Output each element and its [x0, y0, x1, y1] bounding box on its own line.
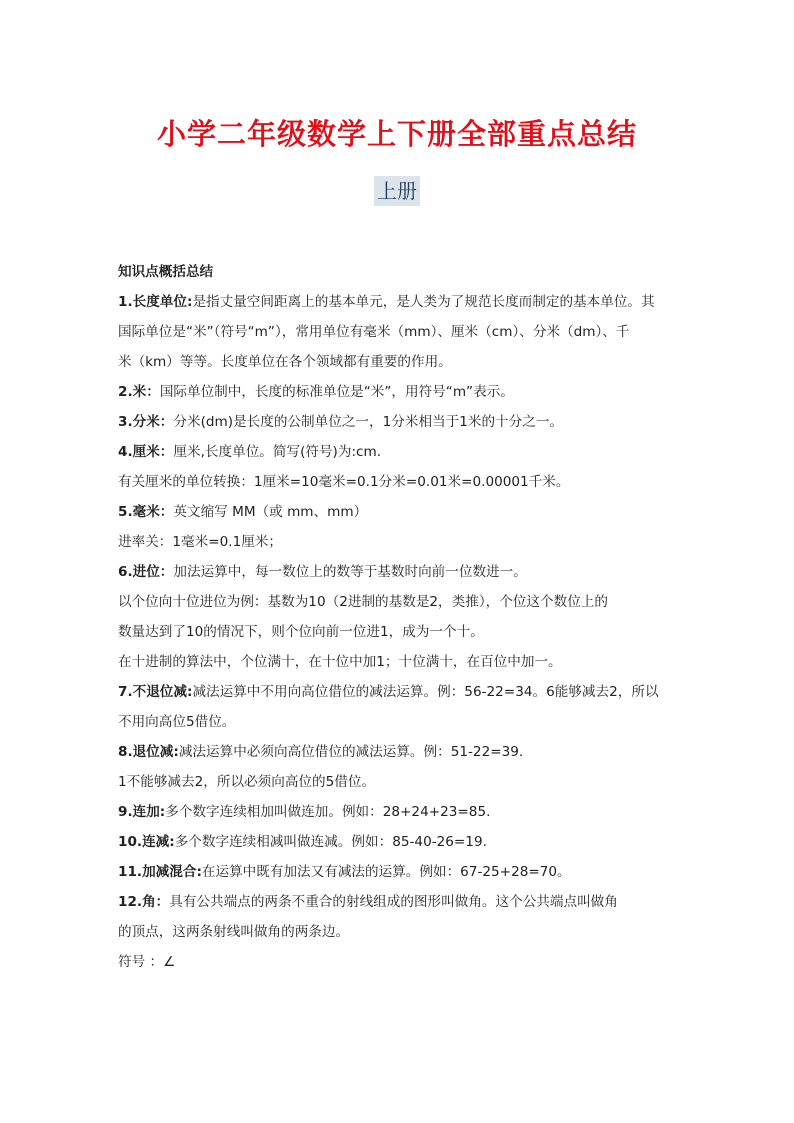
item-4 [118, 437, 688, 467]
item-12-line-2: 的顶点，这两条射线叫做角的两条边。 [118, 924, 350, 940]
term-label: 10.连减: [118, 834, 175, 850]
item-1 [118, 287, 688, 317]
item-11 [118, 857, 688, 887]
item-6-line-4: 在十进制的算法中，个位满十，在十位中加1；十位满十，在百位中加一。 [118, 654, 562, 670]
item-6 [118, 557, 688, 587]
term-label: 9.连加: [118, 804, 166, 820]
definition-text: 减法运算中必须向高位借位的减法运算。例：51-22=39. [178, 744, 524, 760]
item-7-line-2: 不用向高位5借位。 [118, 714, 236, 730]
angle-symbol: ∠ [163, 954, 176, 970]
symbol-line [118, 947, 688, 977]
term-label: 7.不退位减: [118, 684, 193, 700]
item-3 [118, 407, 688, 437]
item-7 [118, 677, 688, 707]
definition-text: 英文缩写 MM（或 mm、mm） [173, 504, 368, 520]
term-label: 4.厘米： [118, 444, 174, 460]
item-2 [118, 377, 688, 407]
definition-text: 在运算中既有加法又有减法的运算。例如：67-25+28=70。 [201, 864, 571, 880]
term-label: 8.退位减: [118, 744, 179, 760]
subtitle-wrap [0, 176, 794, 206]
item-12 [118, 887, 688, 917]
symbol-label: 符号 ： [118, 954, 164, 970]
term-label: 11.加减混合: [118, 864, 202, 880]
item-8-line-2: 1不能够减去2，所以必须向高位的5借位。 [118, 774, 376, 790]
term-label: 5.毫米： [118, 504, 174, 520]
definition-text: 减法运算中不用向高位借位的减法运算。例：56-22=34。6能够减去2，所以 [192, 684, 659, 700]
item-4-line-2: 有关厘米的单位转换：1厘米=10毫米=0.1分米=0.01米=0.00001千米。 [118, 474, 570, 490]
item-8 [118, 737, 688, 767]
section-subtitle: 上册 [374, 176, 420, 206]
definition-text: 加法运算中，每一数位上的数等于基数时向前一位数进一。 [173, 564, 527, 580]
item-10 [118, 827, 688, 857]
definition-text: 多个数字连续相加叫做连加。例如：28+24+23=85. [165, 804, 491, 820]
item-1-line-3: 米（km）等等。长度单位在各个领域都有重要的作用。 [118, 354, 452, 370]
item-9 [118, 797, 688, 827]
item-5 [118, 497, 688, 527]
document-body [118, 257, 688, 977]
definition-text: 分米(dm)是长度的公制单位之一，1分米相当于1米的十分之一。 [173, 414, 564, 430]
definition-text: 多个数字连续相减叫做连减。例如：85-40-26=19. [174, 834, 487, 850]
item-6-line-2: 以个位向十位进位为例：基数为10（2进制的基数是2，类推），个位这个数位上的 [118, 594, 608, 610]
definition-text: 具有公共端点的两条不重合的射线组成的图形叫做角。这个公共端点叫做角 [169, 894, 618, 910]
item-1-line-2: 国际单位是“米”（符号“m”），常用单位有毫米（mm）、厘米（cm）、分米（dm）、千 [118, 324, 630, 340]
page-title: 小学二年级数学上下册全部重点总结 [156, 117, 637, 151]
definition-text: 是指丈量空间距离上的基本单元，是人类为了规范长度而制定的基本单位。其 [192, 294, 655, 310]
term-label: 1.长度单位: [118, 294, 193, 310]
term-label: 6.进位： [118, 564, 174, 580]
section-heading: 知识点概括总结 [118, 264, 214, 280]
definition-text: 厘米,长度单位。简写(符号)为:cm. [173, 444, 382, 460]
term-label: 3.分米： [118, 414, 174, 430]
definition-text: 国际单位制中，长度的标准单位是“米”，用符号“m”表示。 [159, 384, 514, 400]
item-5-line-2: 进率关：1毫米=0.1厘米； [118, 534, 283, 550]
term-label: 2.米： [118, 384, 160, 400]
item-6-line-3: 数量达到了10的情况下，则个位向前一位进1，成为一个十。 [118, 624, 484, 640]
term-label: 12.角： [118, 894, 170, 910]
